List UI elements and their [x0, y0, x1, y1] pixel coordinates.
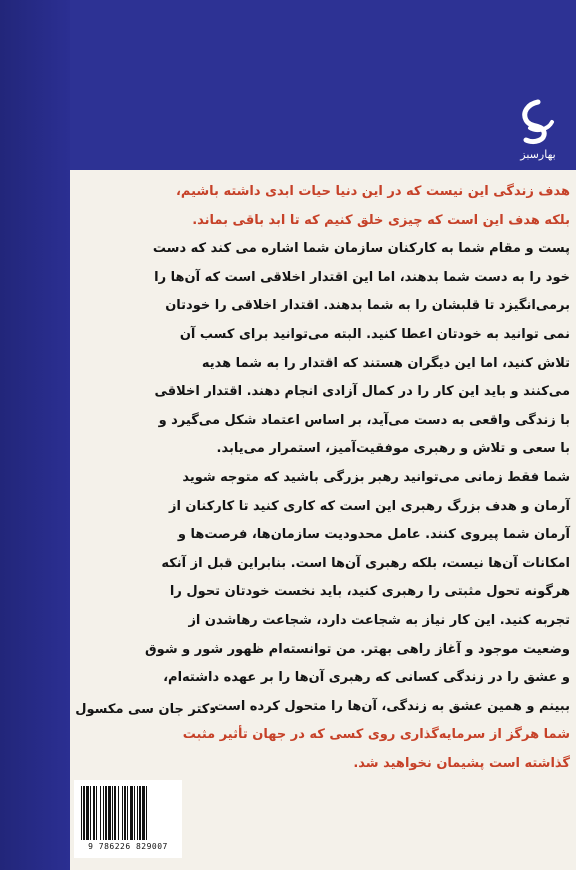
top-blue-band [70, 0, 576, 170]
body-line: امکانات آن‌ها نیست، بلکه رهبری آن‌ها است. بنابراین قبل از آنکه [161, 555, 570, 571]
body-line: خود را به دست شما بدهند، اما این اقتدار اخلاقی است که آن‌ها را [154, 269, 570, 285]
quote-top-line: هدف زندگی این نیست که در این دنیا حیات ابدی داشته باشیم، [175, 184, 570, 199]
body-line: هرگونه تحول مثبتی را رهبری کنید، باید نخست خودتان تحول را [169, 584, 570, 600]
spine-edge [0, 0, 70, 870]
barcode-bar [137, 786, 138, 840]
barcode-bar [96, 786, 97, 840]
body-line: و عشق را در زندگی کسانی که رهبری آن‌ها را بر عهده داشته‌ام، [163, 670, 570, 686]
isbn-number: 9 786226 829007 [88, 842, 168, 851]
barcode-bar [124, 786, 126, 840]
publisher-name: بهارسبز [520, 148, 556, 161]
isbn-barcode [74, 780, 182, 858]
barcode-bar [83, 786, 85, 840]
author-name: دکتر جان سی مکسول [75, 702, 216, 717]
body-line: با زندگی واقعی به دست می‌آید، بر اساس اعتماد شکل می‌گیرد و [158, 412, 570, 428]
barcode-bar [139, 786, 141, 840]
body-line: برمی‌انگیزد تا قلبشان را به شما بدهند. اقتدار اخلاقی را خودتان [165, 298, 570, 314]
barcode-bar [146, 786, 147, 840]
barcode-bar [142, 786, 145, 840]
quote-bottom-line: شما هرگز از سرمایه‌گذاری روی کسی که در جهان تأثیر مثبت [182, 727, 570, 743]
body-line: پست و مقام شما به کارکنان سازمان شما اشاره می کند که دست [152, 241, 570, 257]
barcode-bar [90, 786, 91, 840]
body-line: با سعی و تلاش و رهبری موفقیت‌آمیز، استمرار می‌یابد. [216, 441, 570, 457]
body-line: نمی توانید به خودتان اعطا کنید. البته می‌توانید برای کسب آن [179, 326, 570, 342]
body-line: آرمان شما پیروی کنند. عامل محدودیت سازمان‌ها، فرصت‌ها و [177, 527, 570, 543]
blurb-text [78, 178, 574, 778]
barcode-bar [118, 786, 119, 840]
barcode-bar [86, 786, 89, 840]
barcode-bar [105, 786, 107, 840]
barcode-bar [100, 786, 101, 840]
body-line: شما فقط زمانی می‌توانید رهبر بزرگی باشید که متوجه شوید [182, 469, 570, 485]
text-panel [70, 170, 576, 870]
barcode-bar [112, 786, 113, 840]
body-line: آرمان و هدف بزرگ رهبری این است که کاری کنید تا کارکنان از [168, 498, 570, 514]
barcode-bar [81, 786, 82, 840]
barcode-bars [80, 786, 176, 840]
body-line: وضعیت موجود و آغاز راهی بهتر. من توانسته‌ام ظهور شور و شوق [145, 641, 570, 657]
quote-top-line: بلکه هدف این است که چیزی خلق کنیم که تا ابد باقی بماند. [192, 212, 570, 228]
barcode-bar [103, 786, 104, 840]
body-line: تجربه کنید. این کار نیاز به شجاعت دارد، شجاعت رهاشدن از [188, 612, 570, 628]
barcode-bar [108, 786, 111, 840]
barcode-bar [122, 786, 123, 840]
quote-bottom-line: گذاشته است پشیمان نخواهید شد. [353, 755, 570, 771]
body-line: می‌کنند و باید این کار را در کمال آزادی انجام دهند. اقتدار اخلاقی [154, 384, 570, 400]
body-line: تلاش کنید، اما این دیگران هستند که اقتدار را به شما هدیه [201, 355, 570, 371]
barcode-bar [93, 786, 95, 840]
barcode-bar [114, 786, 116, 840]
barcode-bar [134, 786, 135, 840]
body-line: ببینم و همین عشق به زندگی، آن‌ها را متحول کرده است. [209, 698, 570, 714]
barcode-bar [127, 786, 128, 840]
barcode-bar [130, 786, 133, 840]
